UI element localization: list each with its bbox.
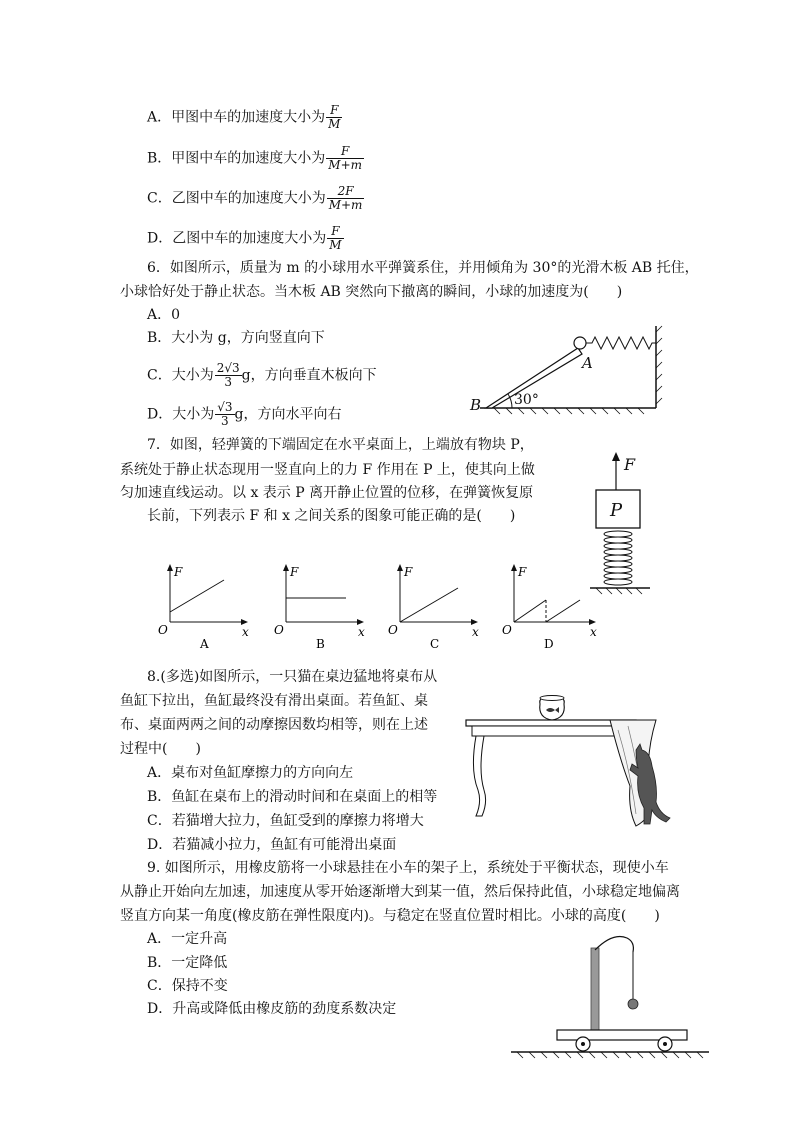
- graph-b-caption: B: [316, 637, 325, 651]
- q6-option-c-fraction: $\frac{2√3}{3}$: [216, 361, 240, 389]
- q8-cat-table-figure: [460, 690, 670, 830]
- q5-option-c-fraction: $\frac{2F}{M+m}$: [328, 184, 363, 212]
- q9-frame-post: [591, 948, 599, 1030]
- graph-d-line-1: [514, 600, 546, 622]
- graph-b-y-label: F: [290, 565, 299, 579]
- q5-option-b-fraction: $\frac{F}{M+m}$: [328, 144, 363, 172]
- q8-option-c: C．若猫增大拉力，鱼缸受到的摩擦力将增大: [147, 813, 424, 829]
- graph-b-origin: O: [274, 623, 284, 637]
- q7-stem-line-1: 7．如图，轻弹簧的下端固定在水平桌面上，上端放有物块 P，: [147, 437, 534, 453]
- q7-graph-b: [272, 562, 372, 654]
- q9-ball: [628, 999, 638, 1009]
- q7-block-label: P: [610, 500, 623, 521]
- q9-stem-line-1: 9. 如图所示，用橡皮筋将一小球悬挂在小车的架子上，系统处于平衡状态，现使小车: [147, 860, 669, 876]
- graph-d-caption: D: [544, 637, 554, 651]
- graph-d-origin: O: [502, 623, 512, 637]
- q6-incline-figure: [460, 318, 670, 418]
- q6-label-a: A: [582, 354, 593, 372]
- q7-stem-line-4: 长前，下列表示 F 和 x 之间关系的图象可能正确的是( ): [147, 508, 516, 524]
- q6-option-a: A．0: [147, 307, 181, 323]
- q5-option-d: D．乙图中车的加速度大小为 $\frac{F}{M}$: [147, 224, 342, 252]
- q9-frame-arm: [595, 937, 633, 953]
- graph-d-line-2: [546, 600, 580, 622]
- q8-table-apron: [472, 726, 630, 736]
- q7-graph-a: [156, 562, 256, 654]
- graph-c-line: [400, 588, 458, 622]
- q9-stem-line-3: 竖直方向某一角度(橡皮筋在弹性限度内)。与稳定在竖直位置时相比。小球的高度( ): [120, 908, 660, 924]
- q5-option-b: B．甲图中车的加速度大小为 $\frac{F}{M+m}$: [147, 144, 363, 172]
- q7-stem-line-2: 系统处于静止状态现用一竖直向上的力 F 作用在 P 上，使其向上做: [120, 462, 535, 478]
- q6-option-d-fraction: $\frac{√3}{3}$: [217, 400, 233, 428]
- q6-option-d: D．大小为 $\frac{√3}{3}$ g，方向水平向右: [147, 400, 342, 428]
- q9-option-d: D．升高或降低由橡皮筋的劲度系数决定: [147, 1001, 397, 1017]
- q7-graph-c: [386, 562, 486, 654]
- graph-b-y-arrow: [283, 564, 289, 571]
- q6-wall-hatch: [656, 326, 662, 404]
- q8-fish-tank-rim: [540, 696, 564, 701]
- q9-wheel-right-hub: [663, 1042, 667, 1046]
- q6-ball: [574, 337, 586, 349]
- graph-d-y-label: F: [518, 565, 527, 579]
- graph-a-origin: O: [158, 623, 168, 637]
- q8-stem-line-2: 鱼缸下拉出，鱼缸最终没有滑出桌面。若鱼缸、桌: [120, 693, 428, 709]
- q6-floor-hatch: [494, 408, 644, 414]
- q5-option-d-fraction: $\frac{F}{M}$: [329, 224, 342, 252]
- graph-c-x-label: x: [472, 625, 479, 639]
- q8-option-b: B．鱼缸在桌布上的滑动时间和在桌面上的相等: [147, 789, 438, 805]
- q8-option-a: A．桌布对鱼缸摩擦力的方向向左: [147, 765, 354, 781]
- graph-b-x-label: x: [358, 625, 365, 639]
- q8-table-leg-left: [473, 736, 485, 816]
- q9-ground-hatch: [517, 1052, 703, 1058]
- q9-cart-figure: [505, 928, 715, 1060]
- q8-stem-line-3: 布、桌面两两之间的动摩擦因数均相等，则在上述: [120, 717, 428, 733]
- graph-a-line: [170, 580, 224, 612]
- q9-wheel-left-hub: [581, 1042, 585, 1046]
- graph-a-y-label: F: [174, 565, 183, 579]
- q8-option-d: D．若猫减小拉力，鱼缸有可能滑出桌面: [147, 837, 397, 853]
- graph-c-origin: O: [388, 623, 398, 637]
- q7-stem-line-3: 匀加速直线运动。以 x 表示 P 离开静止位置的位移，在弹簧恢复原: [120, 485, 534, 501]
- q7-spring-coil: [604, 531, 632, 585]
- graph-a-x-label: x: [242, 625, 249, 639]
- q6-angle-label: 30°: [514, 392, 539, 408]
- q6-stem-line-1: 6．如图所示，质量为 m 的小球用水平弹簧系住，并用倾角为 30°的光滑木板 AB 托住，: [147, 260, 699, 276]
- q7-force-label: F: [624, 455, 636, 474]
- q8-stem-line-4: 过程中( ): [120, 741, 201, 757]
- q5-option-a: A．甲图中车的加速度大小为 $\frac{F}{M}$: [147, 103, 341, 131]
- q6-label-b: B: [470, 396, 482, 414]
- q6-option-b: B．大小为 g，方向竖直向下: [147, 330, 325, 346]
- q7-graph-d: [500, 562, 604, 654]
- graph-a-y-arrow: [167, 564, 173, 571]
- graph-d-y-arrow: [511, 564, 517, 571]
- q6-spring: [586, 337, 656, 349]
- q5-option-a-fraction: $\frac{F}{M}$: [328, 103, 341, 131]
- q6-stem-line-2: 小球恰好处于静止状态。当木板 AB 突然向下撤离的瞬间，小球的加速度为( ): [120, 284, 623, 300]
- graph-c-y-arrow: [397, 564, 403, 571]
- q9-stem-line-2: 从静止开始向左加速，加速度从零开始逐渐增大到某一值，然后保持此值，小球稳定地偏离: [120, 884, 680, 900]
- q8-stem-line-1: 8.(多选)如图所示，一只猫在桌边猛地将桌布从: [147, 669, 438, 685]
- graph-a-caption: A: [200, 637, 209, 651]
- q9-option-b: B．一定降低: [147, 955, 228, 971]
- q9-option-a: A．一定升高: [147, 931, 228, 947]
- graph-c-y-label: F: [404, 565, 413, 579]
- q7-force-arrowhead: [612, 452, 620, 461]
- q9-option-c: C．保持不变: [147, 978, 228, 994]
- graph-c-caption: C: [430, 637, 440, 651]
- q5-option-c: C．乙图中车的加速度大小为 $\frac{2F}{M+m}$: [147, 184, 363, 212]
- graph-d-x-label: x: [590, 625, 597, 639]
- q6-option-c: C．大小为 $\frac{2√3}{3}$ g，方向垂直木板向下: [147, 361, 377, 389]
